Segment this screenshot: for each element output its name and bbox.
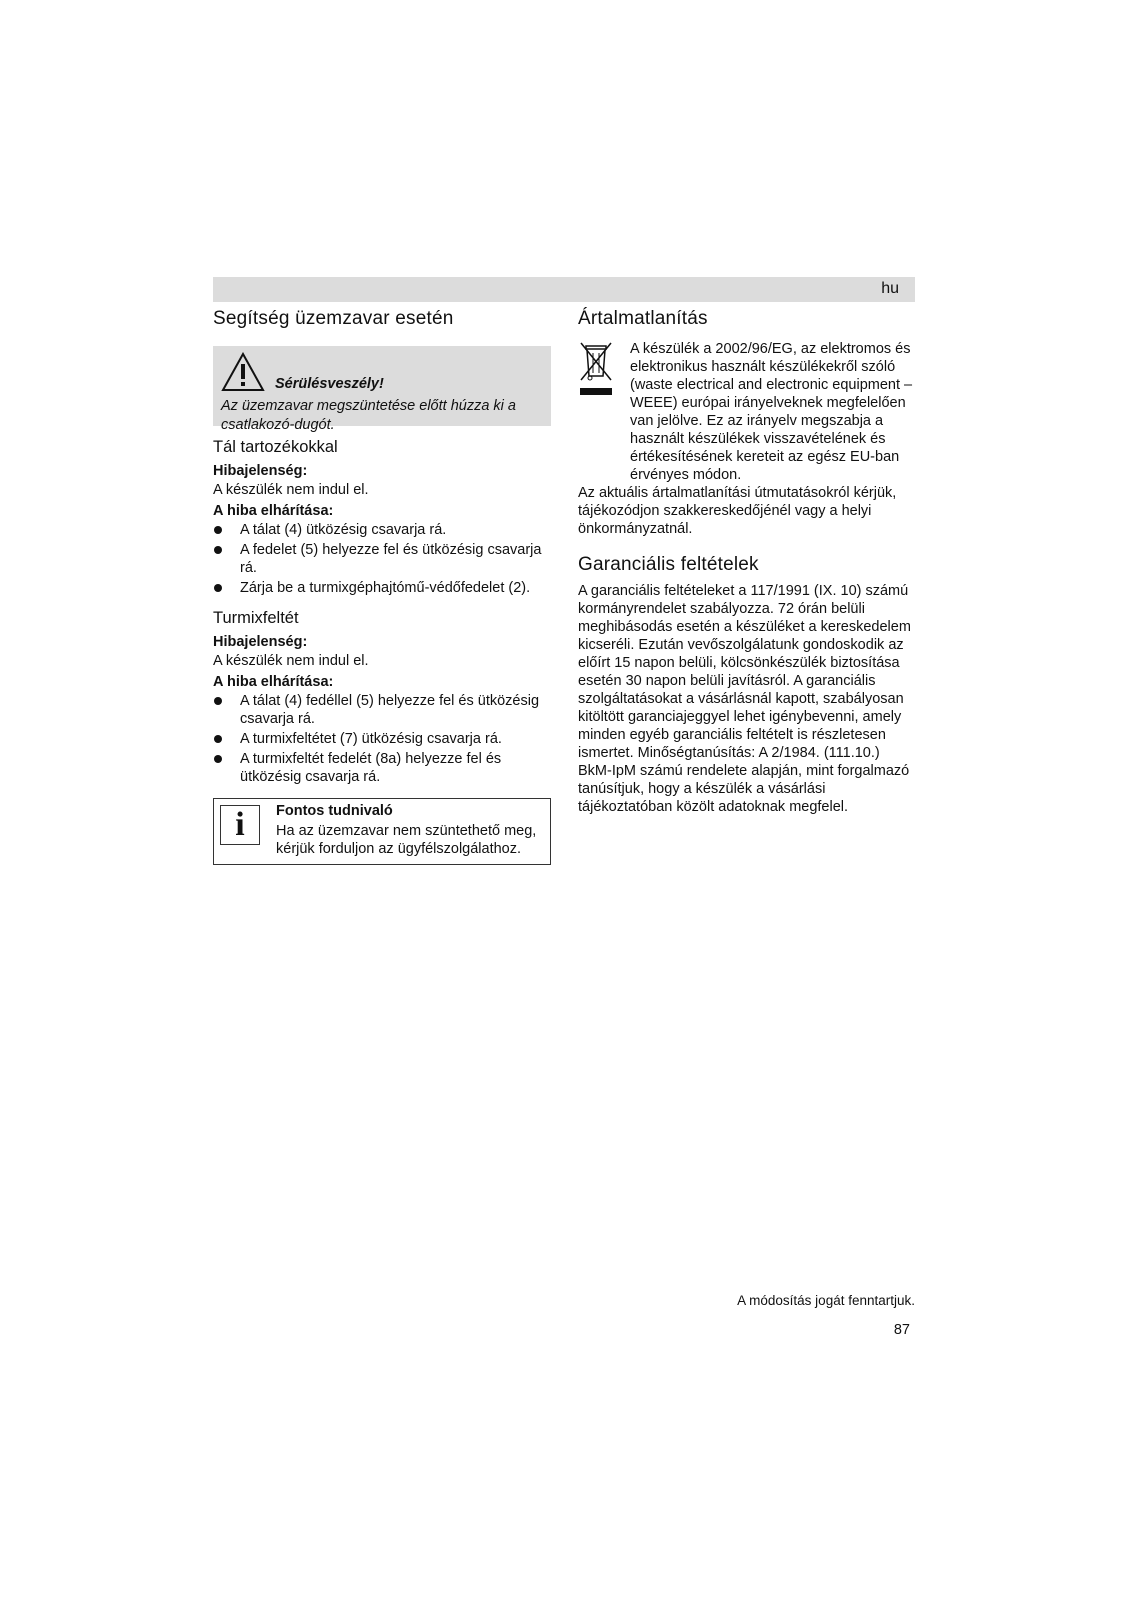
symptom-text: A készülék nem indul el. — [213, 653, 369, 669]
symptom-text: A készülék nem indul el. — [213, 482, 369, 498]
warning-icon — [221, 352, 265, 397]
troubleshooting-title: Segítség üzemzavar esetén — [213, 308, 454, 329]
info-box — [213, 798, 551, 865]
list-item: Zárja be a turmixgéphajtómű-védőfedelet (2). — [213, 579, 551, 597]
fix-list — [213, 692, 551, 786]
fix-list — [213, 521, 551, 597]
info-icon: i — [220, 805, 260, 845]
list-item: A tálat (4) ütközésig csavarja rá. — [213, 521, 551, 539]
right-column — [578, 308, 916, 816]
left-column — [213, 308, 551, 865]
page-number: 87 — [893, 1322, 910, 1338]
list-item: A tálat (4) fedéllel (5) helyezze fel és ütközésig csavarja rá. — [213, 692, 551, 728]
weee-bin-icon — [578, 340, 616, 484]
list-item: A turmixfeltétet (7) ütközésig csavarja rá. — [213, 730, 551, 748]
fix-label: A hiba elhárítása: — [213, 674, 334, 690]
warranty-title: Garanciális feltételek — [578, 554, 759, 575]
warning-box — [213, 346, 551, 433]
section-blender-title: Turmixfeltét — [213, 609, 299, 627]
warranty-text: A garanciális feltételeket a 117/1991 (IX. 10) számú kormányrendelet szabályozza. 72 órán belüli meghibásodás esetén a készüléket a kereskedelem kicseréli. Ezután vevőszolgálatunk gondoskodik az előírt 15 napon belüli, kölcsönkészülék biztosítása esetén 30 napon belüli javításról. A garanciális szolgáltatásokat a vásárlásnál kapott, szabályosan kitöltött garanciajeggyel lehet igénybevenni, amely minden egyéb garanciális feltételt is részletesen ismertet. Minőségtanúsítás: A 2/1984. (111.10.) BkM-IpM számú rendelete alapján, mint forgalmazó tanúsítjuk, hogy a készülék a vásárlási tájékoztatóban közölt adatoknak megfelel. — [578, 583, 911, 815]
disposal-text-2: Az aktuális ártalmatlanítási útmutatásokról kérjük, tájékozódjon szakkereskedőjénél vagy a helyi önkormányzatnál. — [578, 485, 897, 537]
info-text: Ha az üzemzavar nem szüntethető meg, kérjük forduljon az ügyfélszolgálathoz. — [276, 823, 537, 857]
list-item: A fedelet (5) helyezze fel és ütközésig csavarja rá. — [213, 541, 551, 577]
disposal-text: A készülék a 2002/96/EG, az elektromos és elektronikus használt készülékekről szóló (waste electrical and electronic equipment – WEEE) európai irányelveknek megfelelően van jelölve. Ez az irányelv megszabja a használt készülékek visszavételének és értékesítésének kereteit az egész EU-ban érvényes módon. — [630, 341, 913, 483]
footer-note: A módosítás jogát fenntartjuk. — [737, 1293, 915, 1308]
disposal-title: Ártalmatlanítás — [578, 308, 708, 329]
fix-label: A hiba elhárítása: — [213, 503, 334, 519]
symptom-label: Hibajelenség: — [213, 634, 308, 650]
info-title: Fontos tudnivaló — [276, 803, 393, 819]
warning-text: Az üzemzavar megszüntetése előtt húzza ki a csatlakozó-dugót. — [221, 398, 516, 433]
list-item: A turmixfeltét fedelét (8a) helyezze fel és ütközésig csavarja rá. — [213, 750, 551, 786]
header-bar — [213, 277, 915, 302]
symptom-label: Hibajelenség: — [213, 463, 308, 479]
language-code: hu — [881, 280, 899, 297]
warning-title: Sérülésveszély! — [275, 375, 384, 392]
section-bowl-title: Tál tartozékokkal — [213, 438, 338, 456]
